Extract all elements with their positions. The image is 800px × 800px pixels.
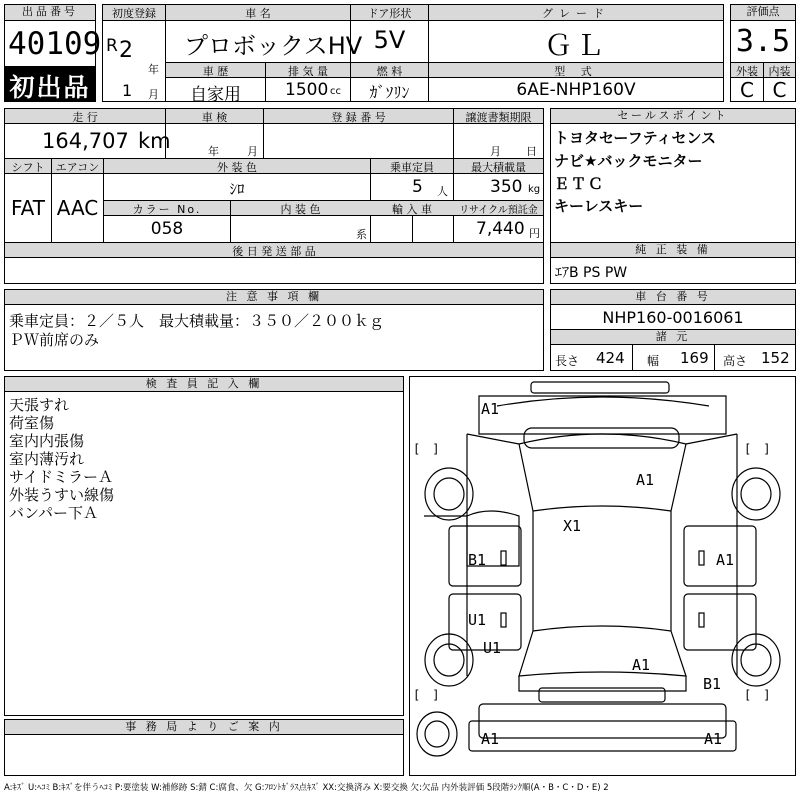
sales-item: ＥＴＣ: [554, 175, 606, 193]
score-value: 3.5: [735, 24, 791, 59]
color-value: ｼﾛ: [229, 180, 245, 198]
damage-mark: A1: [481, 400, 500, 418]
inspector-line: 室内内張傷: [9, 432, 85, 450]
shift-value: FAT: [10, 196, 45, 220]
int-color-label: 内 装 色: [280, 203, 321, 216]
transfer-day-unit: 日: [526, 145, 537, 158]
inspector-line: 荷室傷: [9, 414, 55, 432]
damage-mark: A1: [481, 730, 500, 748]
fuel-label: 燃 料: [376, 65, 403, 78]
color-label: 外 装 色: [217, 161, 257, 174]
damage-mark: U1: [468, 611, 487, 629]
color-no-value: 058: [150, 219, 184, 239]
width-value: 169: [680, 349, 709, 367]
fuel-value: ｶﾞｿﾘﾝ: [369, 83, 410, 102]
inspector-line: 天張すれ: [9, 396, 70, 414]
bracket-left-top: [ ]: [413, 442, 440, 456]
height-value: 152: [761, 349, 790, 367]
equipment-label: 純 正 装 備: [551, 243, 795, 257]
grade-label: グレード: [542, 7, 610, 20]
color-no-label: カラー No.: [132, 203, 202, 216]
equipment-value: ｴｱB PS PW: [555, 265, 628, 281]
reg-month: 1: [122, 81, 133, 100]
displacement-value: 1500: [285, 80, 329, 100]
bracket-right-top: [ ]: [744, 442, 771, 456]
sales-item: トヨタセーフティセンス: [554, 129, 717, 147]
capacity-value: 5: [412, 177, 423, 197]
reg-month-unit: 月: [148, 88, 159, 101]
damage-mark: B1: [468, 551, 487, 569]
name-label: 車 名: [245, 7, 271, 20]
history-label: 車 歴: [202, 65, 229, 78]
mileage-value: 164,707: [42, 129, 129, 153]
inspector-block: [4, 376, 404, 716]
damage-mark: A1: [716, 551, 735, 569]
interior-value: C: [772, 78, 787, 102]
displacement-unit: cc: [330, 86, 341, 97]
lot-no-label: 出品番号: [5, 5, 95, 20]
recycle-label: リサイクル預託金: [459, 205, 538, 216]
capacity-unit: 人: [437, 185, 448, 198]
length-value: 424: [596, 349, 625, 367]
chassis-label: 車 台 番 号: [551, 290, 795, 304]
legend: A:ｷｽﾞ U:ﾍｺﾐ B:ｷｽﾞを伴うﾍｺﾐ P:要塗装 W:補修跡 S:錆 C:腐食、欠 G:ﾌﾛﾝﾄｶﾞﾗｽ点ｷｽﾞ XX:交換済み X:要交換 欠:欠品 内外装評価 5段階ﾗﾝｸ順(A・B・C・D・E) 2: [4, 783, 609, 793]
door-value: 5V: [373, 26, 406, 54]
office-label: 事 務 局 よ り ご 案 内: [5, 720, 403, 734]
damage-mark: U1: [483, 639, 502, 657]
damage-mark: A1: [636, 471, 655, 489]
recycle-unit: 円: [529, 227, 540, 240]
model-value: 6AE-NHP160V: [516, 80, 636, 100]
notes-label: 注 意 事 項 欄: [5, 290, 543, 304]
inspector-label: 検 査 員 記 入 欄: [5, 377, 403, 391]
mileage-label: 走 行: [72, 111, 98, 124]
exterior-label: 外装: [736, 65, 758, 78]
damage-mark: X1: [563, 517, 582, 535]
chassis-value: NHP160-0016061: [602, 308, 744, 327]
first-listing-text: 初出品: [9, 73, 91, 102]
load-unit: kg: [528, 184, 541, 195]
insp-month-unit: 月: [247, 145, 258, 158]
model-label: 型 式: [554, 65, 598, 78]
width-label: 幅: [647, 354, 660, 368]
bracket-left-bottom: [ ]: [413, 688, 440, 702]
sales-item: キーレスキー: [554, 197, 644, 215]
notes-line: ＰＷ前席のみ: [9, 331, 100, 349]
door-label: ドア形状: [367, 7, 412, 20]
capacity-label: 乗車定員: [390, 161, 434, 174]
notes-line: 乗車定員：２／５人 最大積載量：３５０／２００ｋｇ: [9, 312, 385, 330]
vehicle-name: プロボックスHV: [184, 32, 363, 60]
transfer-label: 譲渡書類期限: [465, 111, 532, 124]
sales-item: ナビ★バックモニター: [554, 152, 703, 170]
reg-label: 初度登録: [112, 7, 156, 20]
score-label: 評価点: [731, 5, 795, 20]
sales-label: セールスポイント: [551, 109, 795, 123]
reg-year-unit: 年: [148, 63, 159, 76]
inspection-label: 車 検: [201, 111, 228, 124]
load-value: 350: [490, 177, 523, 197]
lot-no: 40109: [8, 26, 102, 62]
displacement-label: 排 気 量: [288, 65, 328, 78]
import-label: 輸 入 車: [392, 203, 432, 216]
height-label: 高さ: [723, 354, 748, 368]
ac-value: AAC: [56, 196, 99, 220]
grade-value: ＧＬ: [543, 29, 608, 62]
transfer-month-unit: 月: [490, 145, 501, 158]
inspector-line: バンパー下Ａ: [9, 504, 98, 522]
int-color-unit: 系: [356, 228, 367, 241]
inspector-line: 室内薄汚れ: [9, 450, 85, 468]
shift-label: シフト: [11, 161, 45, 174]
inspector-line: サイドミラーＡ: [9, 468, 113, 486]
bracket-right-bottom: [ ]: [744, 688, 771, 702]
length-label: 長さ: [555, 354, 580, 368]
damage-mark: B1: [703, 675, 722, 693]
mileage-unit: km: [138, 129, 171, 153]
dims-label: 諸 元: [551, 330, 795, 344]
exterior-value: C: [740, 78, 754, 102]
plate-label: 登 録 番 号: [331, 111, 386, 124]
ac-label: エアコン: [55, 161, 100, 174]
load-label: 最大積載量: [471, 161, 526, 174]
later-parts-label: 後 日 発 送 部 品: [232, 245, 316, 258]
reg-year: 2: [119, 38, 133, 63]
insp-year-unit: 年: [208, 145, 219, 158]
inspector-line: 外装うすい線傷: [9, 486, 115, 504]
interior-label: 内装: [768, 65, 791, 78]
damage-mark: A1: [704, 730, 723, 748]
reg-era: R: [106, 36, 118, 56]
recycle-value: 7,440: [476, 219, 525, 239]
car-outline: [409, 376, 796, 776]
damage-mark: A1: [632, 656, 651, 674]
history-value: 自家用: [190, 85, 241, 105]
